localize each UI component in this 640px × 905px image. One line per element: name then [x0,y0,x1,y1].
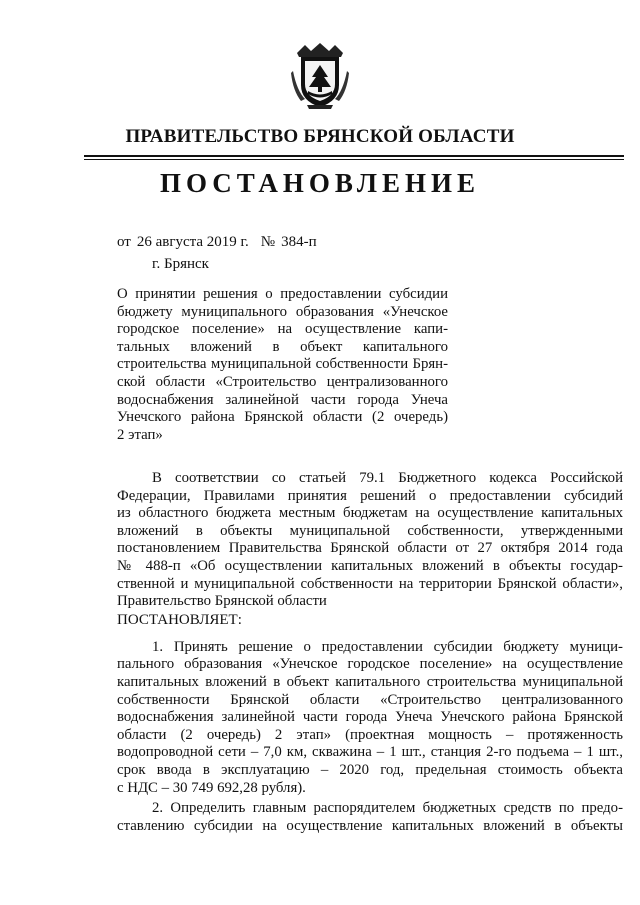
document-city: г. Брянск [152,256,209,272]
preamble-line: ственной и муниципальной собственности на территории Брянской области», [117,575,623,592]
preamble-line: В соответствии со статьей 79.1 Бюджетного кодекса Российской [152,470,623,486]
subject-line: Унечского района Брянской области (2 очередь) [117,409,448,426]
preamble-line: вложений в объекты муниципальной собственности, утвержденными [117,522,623,539]
subject-line: бюджету муниципального образования «Унечское [117,303,448,320]
item2-line: 2. Определить главным распорядителем бюджетных средств по предо- [152,800,623,817]
preamble-line: № 488-п «Об осуществлении капитальных вложений в объекты государ- [117,557,623,574]
document-body [117,470,623,835]
item1-line: 1. Принять решение о предоставлении субсидии бюджету муници- [152,638,623,655]
item2-line: ставлению субсидии на осуществление капитальных вложений в объекты [117,817,623,834]
item1-line: водопроводной сети – 7,0 км, скважина – 1 шт., станция 2-го подъема – 1 шт., [117,744,623,761]
government-title: ПРАВИТЕЛЬСТВО БРЯНСКОЙ ОБЛАСТИ [125,126,515,147]
date-number-line [117,234,317,251]
item1-line: капитальных вложений в объект капитального строительства муниципальной [117,673,623,690]
bryansk-coat-of-arms-icon [291,41,349,113]
number-sign: № [260,234,276,250]
subject-line: ской области «Строительство централизованного [117,373,448,390]
item1-line: пального образования «Унечское городское поселение» на осуществление [117,656,623,673]
subject-line: тальных вложений в объект капитального [117,338,448,355]
item1-line: с НДС – 30 749 692,28 рубля). [117,779,306,796]
item1-line: области (2 очередь) 2 этап» (проектная мощность – протяженность [117,726,623,743]
preamble-line: постановлением Правительства Брянской области от 27 октября 2014 года [117,540,623,557]
header-rule-thin [84,159,624,160]
subject-line: строительства муниципальной собственности Брян- [117,356,448,373]
document-subject [117,286,448,444]
item1-line: собственности Брянской области «Строительство централизованного [117,691,623,708]
preamble-line: из областного бюджета местным бюджетам на осуществление капитальных [117,505,623,522]
subject-line: 2 этап» [117,426,163,443]
document-date: 26 августа 2019 г. [136,234,249,250]
item1-line: водоснабжения залинейной части города Унеча Унечского района Брянской [117,709,623,726]
preamble-line: Федерации, Правилами принятия решений о предоставлении субсидий [117,487,623,504]
header-rule-thick [84,155,624,157]
document-type-title: ПОСТАНОВЛЕНИЕ [159,168,481,198]
item1-line: срок ввода в эксплуатацию – 2020 год, предельная стоимость объекта [117,761,623,778]
date-prefix: от [117,234,131,250]
preamble-line: Правительство Брянской области [117,593,327,610]
document-number: 384-п [281,234,317,250]
subject-line: городское поселение» на осуществление капи- [117,321,448,338]
subject-line: водоснабжения залинейной части города Унеча [117,391,448,408]
resolve-heading: ПОСТАНОВЛЯЕТ: [117,611,242,628]
subject-line: О принятии решения о предоставлении субсидии [117,286,448,302]
coat-of-arms-emblem [291,41,349,113]
